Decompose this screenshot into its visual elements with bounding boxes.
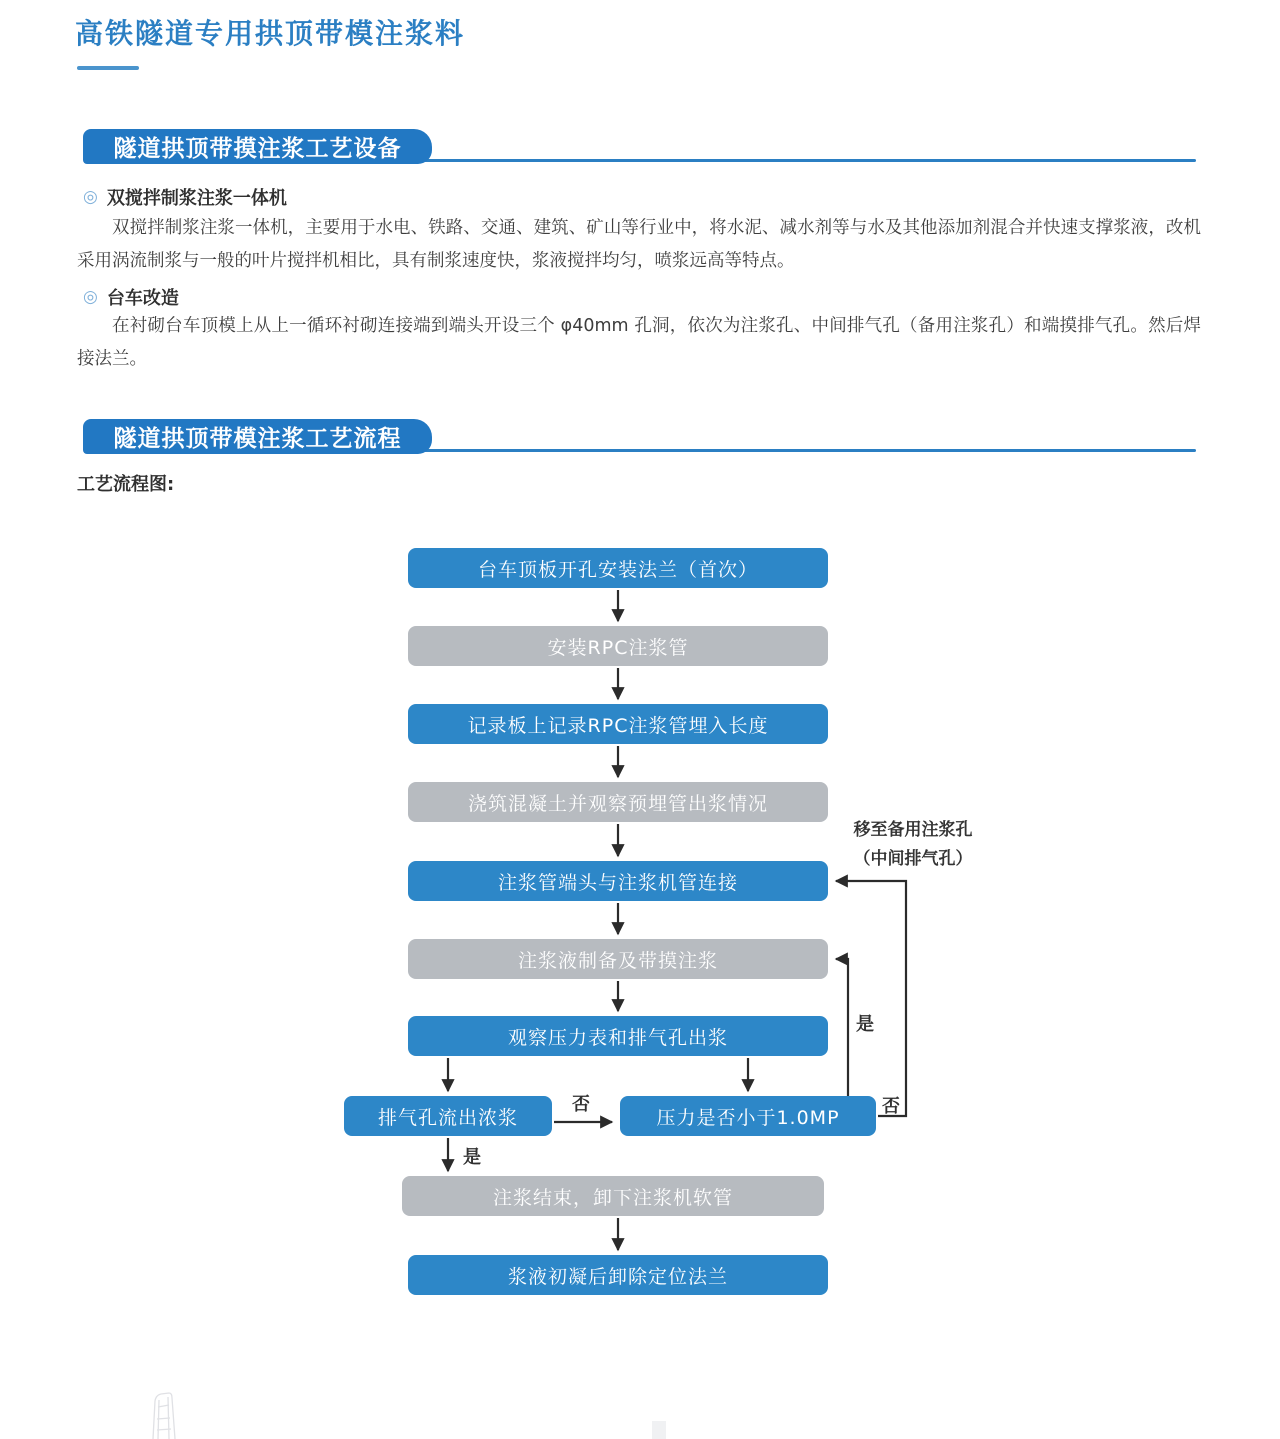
edge-label-yes: 是 xyxy=(856,1014,874,1035)
loop-annotation-line2: （中间排气孔） xyxy=(853,849,973,869)
edge-label-no: 否 xyxy=(572,1094,590,1115)
footer-smudge xyxy=(652,1421,666,1439)
flow-step-pour-concrete: 浇筑混凝土并观察预埋管出浆情况 xyxy=(408,782,828,822)
bullet-item-trolley xyxy=(83,284,179,310)
flow-step-record-pipe-length: 记录板上记录RPC注浆管埋入长度 xyxy=(408,704,828,744)
flow-step-vent-thick-slurry: 排气孔流出浓浆 xyxy=(344,1096,552,1136)
flow-step-prepare-grout: 注浆液制备及带摸注浆 xyxy=(408,939,828,979)
flow-step-observe-pressure: 观察压力表和排气孔出浆 xyxy=(408,1016,828,1056)
flow-step-connect-grout-pipe: 注浆管端头与注浆机管连接 xyxy=(408,861,828,901)
flow-step-remove-flange: 浆液初凝后卸除定位法兰 xyxy=(408,1255,828,1295)
section-header-process: 隧道拱顶带模注浆工艺流程 xyxy=(83,419,432,454)
edge-label-no: 否 xyxy=(882,1096,900,1117)
flowchart-caption: 工艺流程图: xyxy=(77,474,175,495)
building-watermark xyxy=(145,1391,185,1439)
paragraph-mixer: 双搅拌制浆注浆一体机，主要用于水电、铁路、交通、建筑、矿山等行业中，将水泥、减水剂等与水及其他添加剂混合并快速支撑浆液，改机采用涡流制浆与一般的叶片搅拌机相比，具有制浆速度快，浆液搅拌均匀，喷浆远高等特点。 xyxy=(77,218,1201,271)
bullet-item-mixer xyxy=(83,184,287,210)
loop-annotation xyxy=(828,816,998,874)
edge-label-yes: 是 xyxy=(463,1147,481,1168)
flow-step-finish-remove-hose: 注浆结束，卸下注浆机软管 xyxy=(402,1176,824,1216)
flow-step-drill-install-flange: 台车顶板开孔安装法兰（首次） xyxy=(408,548,828,588)
bullseye-icon: ◎ xyxy=(83,286,98,307)
page-title: 高铁隧道专用拱顶带模注浆料 xyxy=(75,17,466,50)
bullet-label: 双搅拌制浆注浆一体机 xyxy=(106,188,287,209)
arrow-loop-pressure-yes xyxy=(836,959,848,1096)
loop-annotation-line1: 移至备用注浆孔 xyxy=(853,820,973,840)
flow-step-install-rpc-pipe: 安装RPC注浆管 xyxy=(408,626,828,666)
bullet-label: 台车改造 xyxy=(106,288,179,309)
flow-step-pressure-check: 压力是否小于1.0MP xyxy=(620,1096,876,1136)
title-underline xyxy=(77,66,139,70)
arrow-loop-pressure-no xyxy=(836,881,906,1116)
paragraph-trolley: 在衬砌台车顶模上从上一循环衬砌连接端到端头开设三个 φ40mm 孔洞，依次为注浆孔、中间排气孔（备用注浆孔）和端摸排气孔。然后焊接法兰。 xyxy=(77,316,1201,369)
bullseye-icon: ◎ xyxy=(83,186,98,207)
section-header-equipment: 隧道拱顶带摸注浆工艺设备 xyxy=(83,129,432,164)
